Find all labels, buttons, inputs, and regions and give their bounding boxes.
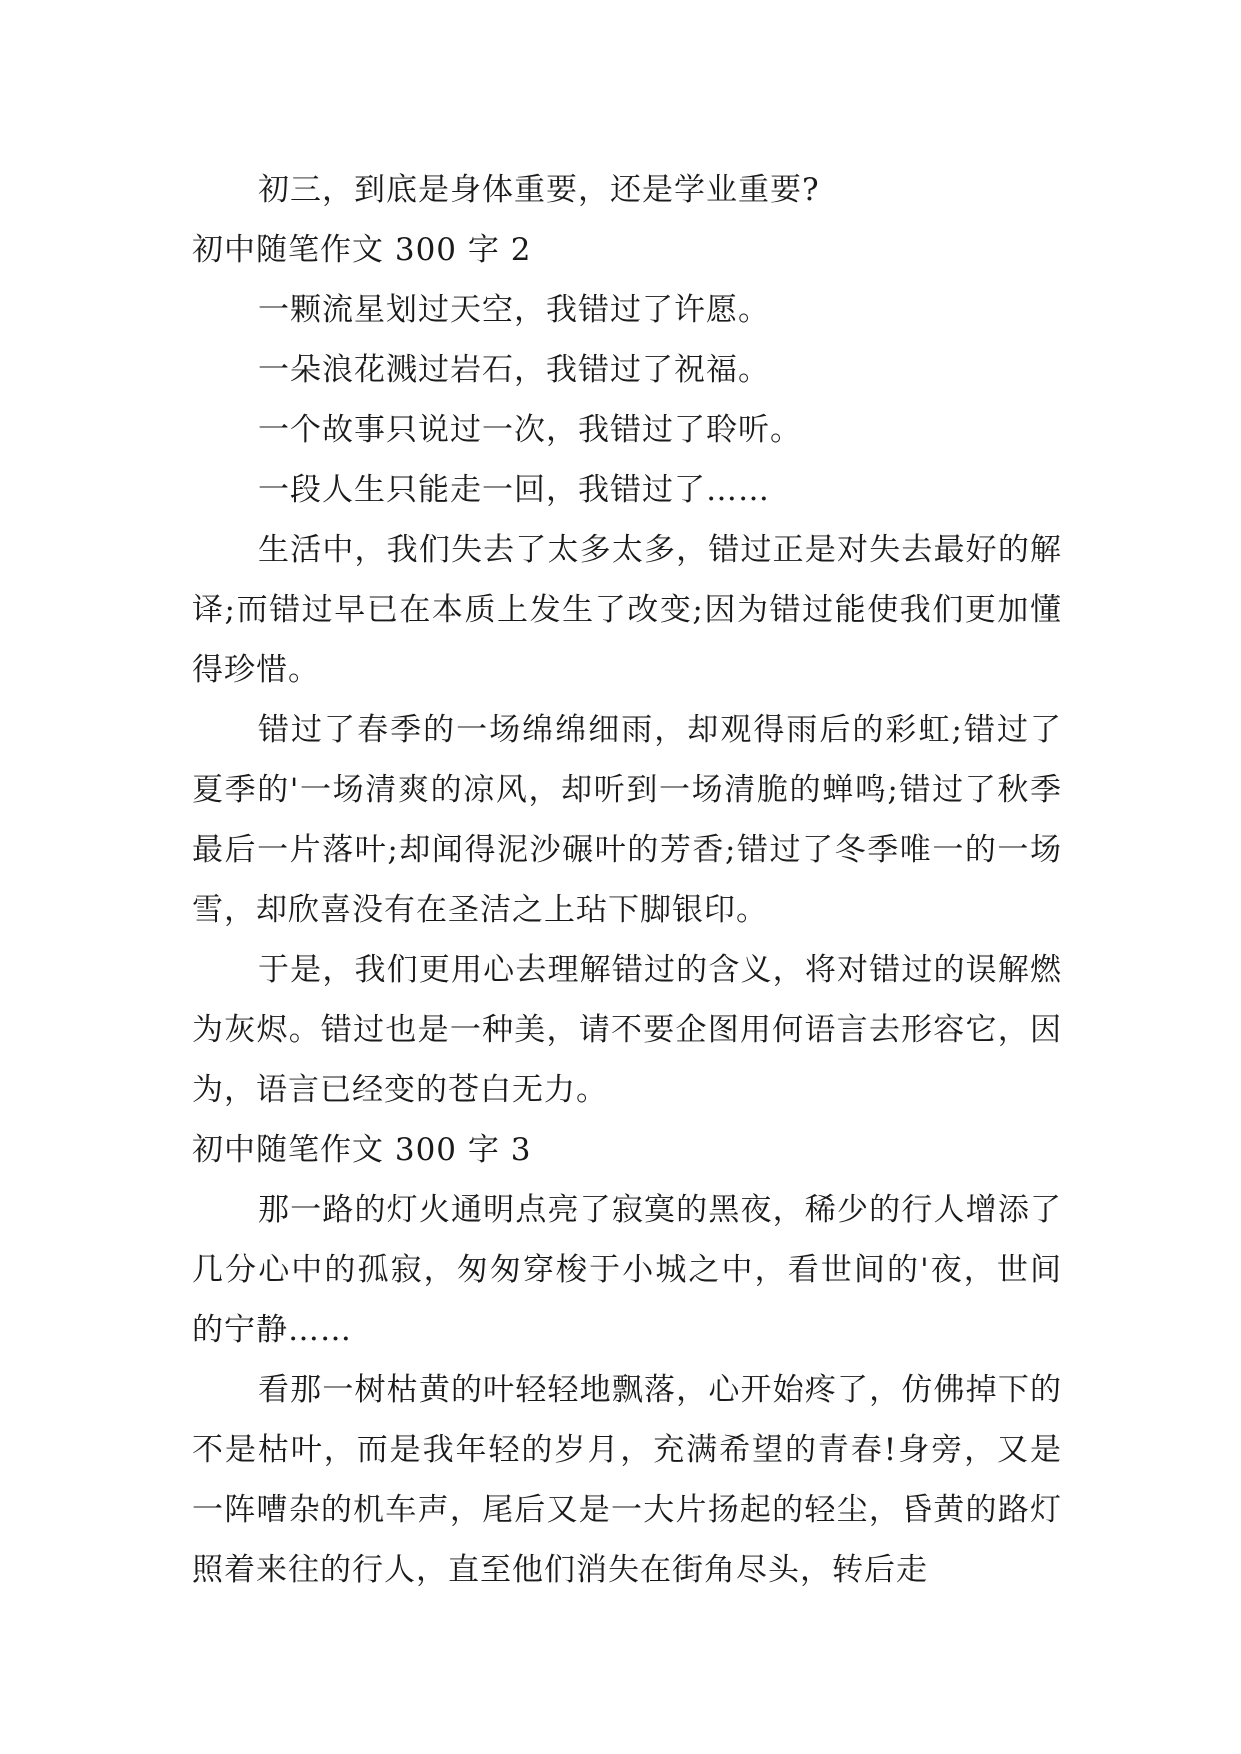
paragraph-night-lights: 那一路的灯火通明点亮了寂寞的黑夜，稀少的行人增添了几分心中的孤寂，匆匆穿梭于小城之中，看世间的'夜，世间的宁静…… xyxy=(192,1192,1062,1348)
paragraph-intro-question: 初三，到底是身体重要，还是学业重要? xyxy=(258,172,820,208)
paragraph-seasons: 错过了春季的一场绵绵细雨，却观得雨后的彩虹;错过了夏季的'一场清爽的凉风，却听到一场清脆的蝉鸣;错过了秋季最后一片落叶;却闻得泥沙碾叶的芳香;错过了冬季唯一的一场雪，却欣喜没有在圣洁之上玷下脚银印。 xyxy=(192,712,1062,928)
paragraph-story: 一个故事只说过一次，我错过了聆听。 xyxy=(258,412,802,448)
paragraph-falling-leaves: 看那一树枯黄的叶轻轻地飘落，心开始疼了，仿佛掉下的不是枯叶，而是我年轻的岁月，充满希望的青春!身旁，又是一阵嘈杂的机车声，尾后又是一大片扬起的轻尘，昏黄的路灯照着来往的行人，直至他们消失在街角尽头，转后走 xyxy=(192,1372,1062,1588)
paragraph-wave: 一朵浪花溅过岩石，我错过了祝福。 xyxy=(258,352,770,388)
paragraph-missing-meaning: 生活中，我们失去了太多太多，错过正是对失去最好的解译;而错过早已在本质上发生了改变;因为错过能使我们更加懂得珍惜。 xyxy=(192,532,1062,688)
section-heading-2: 初中随笔作文 300 字 2 xyxy=(192,232,532,268)
paragraph-understanding: 于是，我们更用心去理解错过的含义，将对错过的误解燃为灰烬。错过也是一种美，请不要企图用何语言去形容它，因为，语言已经变的苍白无力。 xyxy=(192,952,1062,1108)
section-heading-3: 初中随笔作文 300 字 3 xyxy=(192,1132,532,1168)
paragraph-life: 一段人生只能走一回，我错过了…… xyxy=(258,472,770,508)
paragraph-meteor: 一颗流星划过天空，我错过了许愿。 xyxy=(258,292,770,328)
document-page xyxy=(192,160,1062,1600)
